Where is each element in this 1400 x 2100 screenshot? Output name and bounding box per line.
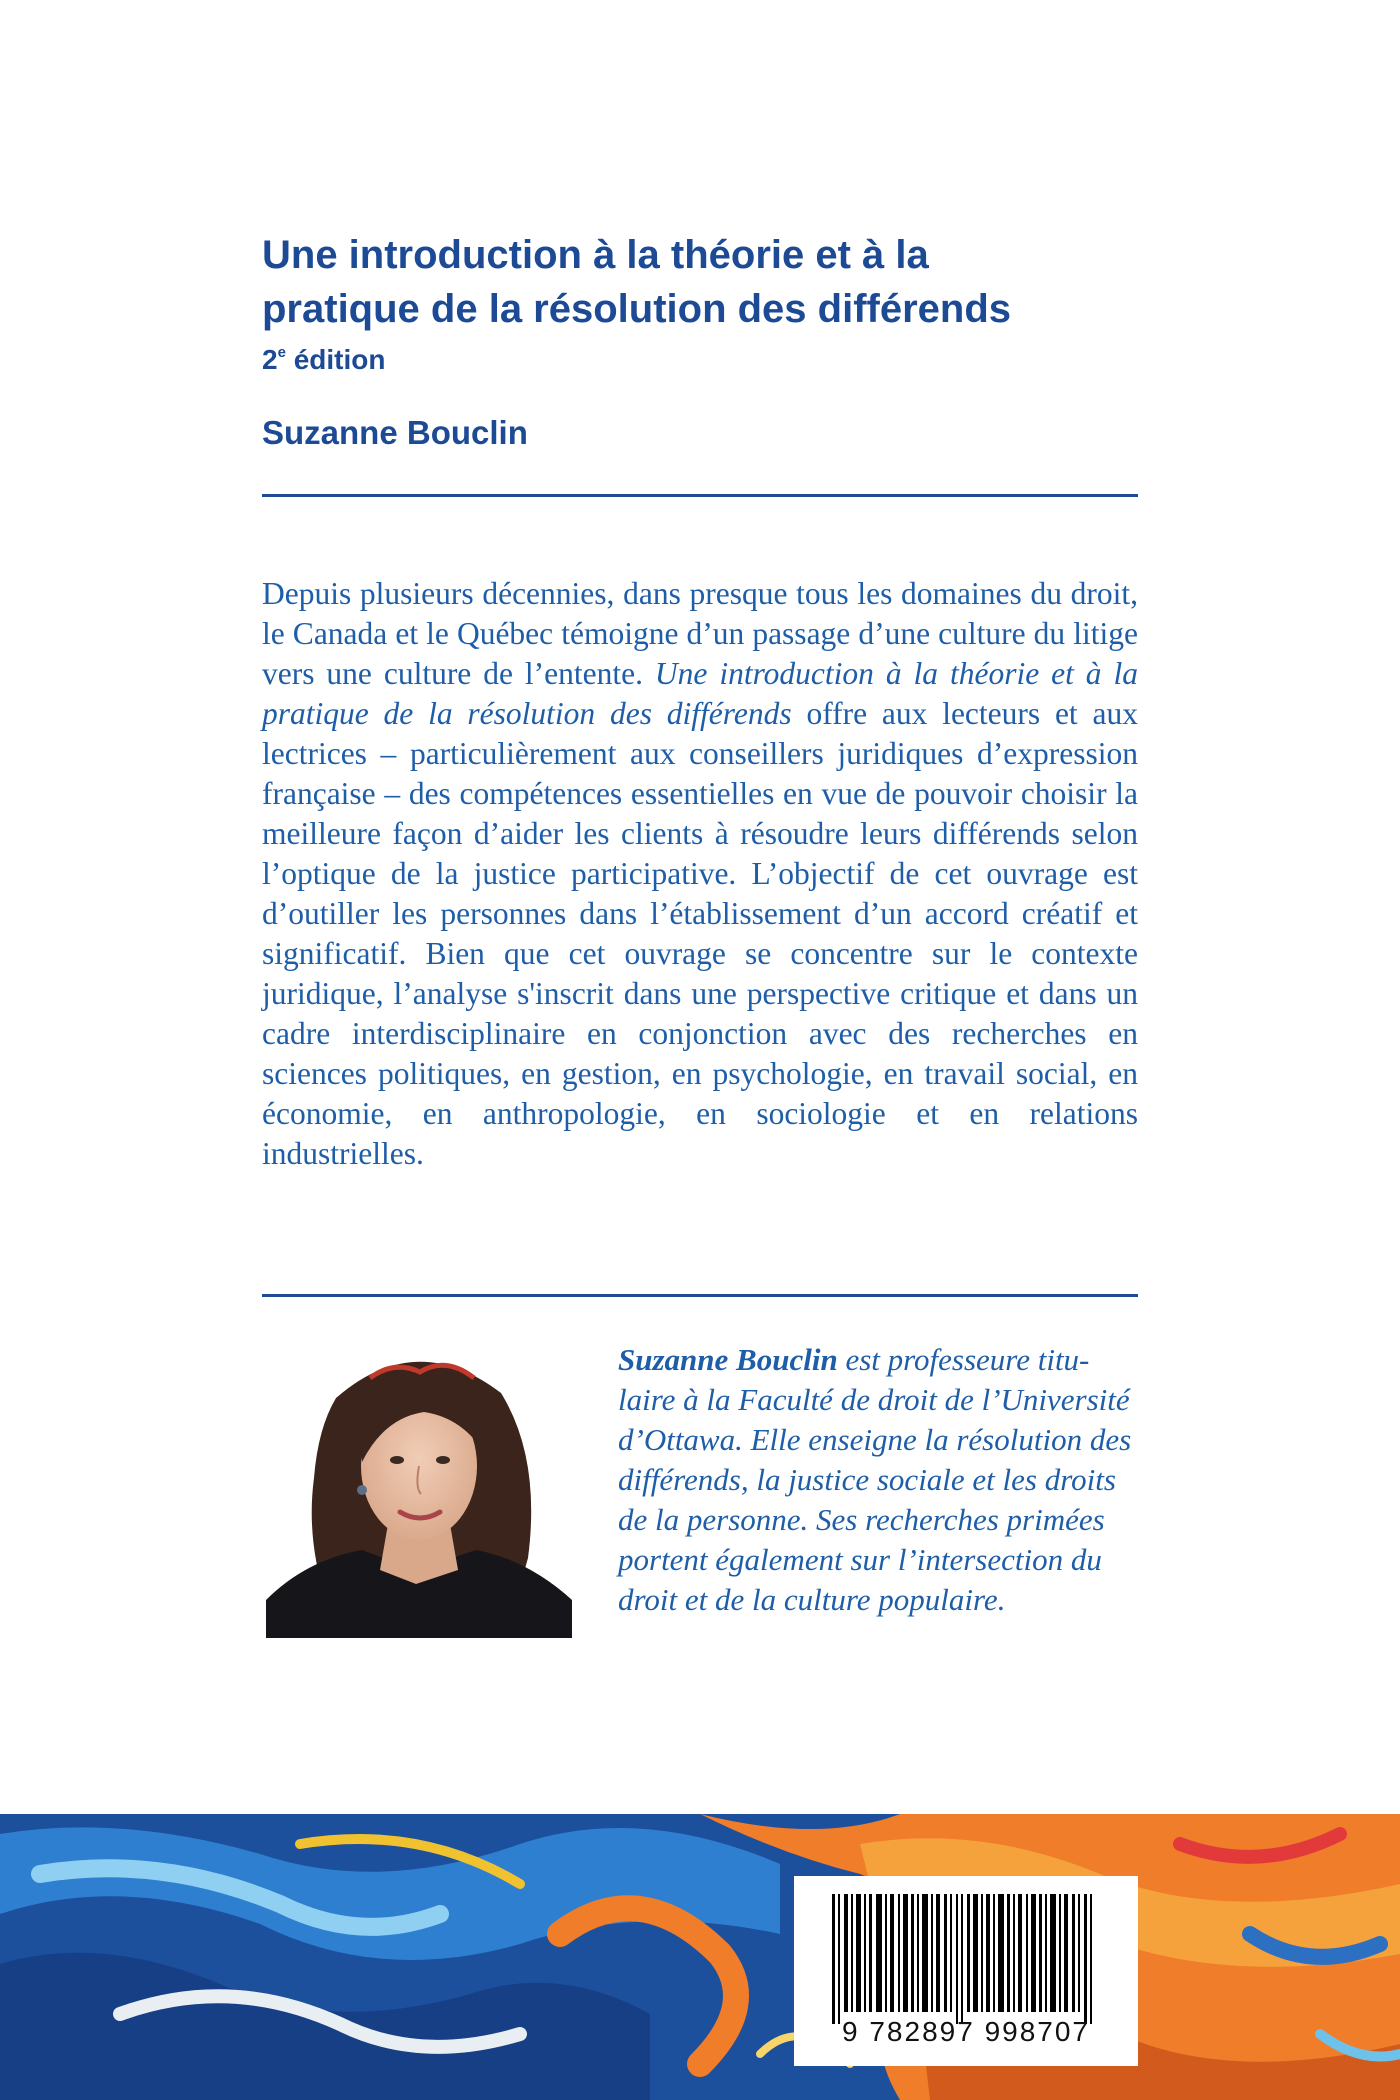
author-portrait-icon <box>266 1338 572 1638</box>
book-title-line-1: Une introduction à la théorie et à la <box>262 233 929 277</box>
edition-number: 2 <box>262 344 278 375</box>
painted-artwork-band <box>0 1814 1400 2100</box>
bio-line-6: portent également sur l’intersection du <box>618 1542 1102 1577</box>
bio-line-1-text: est professeure titu- <box>837 1342 1090 1377</box>
bio-line-5: de la personne. Ses recherches primées <box>618 1502 1105 1537</box>
book-title <box>262 228 1162 336</box>
edition-label <box>262 344 385 376</box>
description-text-1: Depuis plusieurs décennies, dans presque tous les domaines du droit, le Canada et le Québec témoigne d’un passage d’une culture du litige vers une culture de l’entente. <box>262 576 1138 691</box>
author-bio <box>618 1340 1138 1620</box>
divider-bottom <box>262 1294 1138 1297</box>
bio-line-1 <box>618 1340 1138 1380</box>
edition-word: édition <box>293 344 386 375</box>
bio-line-4: différends, la justice sociale et les droits <box>618 1462 1116 1497</box>
edition-superscript: e <box>277 344 286 361</box>
isbn-number: 9 782897 998707 <box>842 2016 1090 2047</box>
isbn-barcode-box <box>794 1876 1138 2066</box>
book-description <box>262 574 1138 1174</box>
description-text-2: offre aux lecteurs et aux lectrices – particulièrement aux conseillers juridiques d’expression française – des compétences essentielles en vue de pouvoir choisir la meilleure façon d’aider les clients à résoudre leurs différends selon l’optique de la justice participative. L’objectif de cet ouvrage est d’outiller les personnes dans l’établissement d’un accord créatif et significatif. Bien que cet ouvrage se concentre sur le contexte juridique, l’analyse s'inscrit dans une perspective critique et dans un cadre interdisciplinaire en conjonction avec des recherches en sciences politiques, en gestion, en psychologie, en travail social, en économie, en anthropologie, en sociologie et en relations industrielles. <box>262 696 1138 1171</box>
bio-line-2: laire à la Faculté de droit de l’Université <box>618 1382 1130 1417</box>
divider-top <box>262 494 1138 497</box>
bio-author-name: Suzanne Bouclin <box>618 1342 838 1377</box>
author-name: Suzanne Bouclin <box>262 414 528 451</box>
abstract-paint-icon <box>0 1814 1400 2100</box>
bio-line-7: droit et de la culture populaire. <box>618 1582 1006 1617</box>
book-title-line-2: pratique de la résolution des différends <box>262 287 1012 331</box>
author-photo <box>266 1338 572 1638</box>
description-title-italic: Une introduction à la théorie et à la pratique de la résolution des différends <box>262 656 1138 731</box>
bio-line-3: d’Ottawa. Elle enseigne la résolution des <box>618 1422 1132 1457</box>
